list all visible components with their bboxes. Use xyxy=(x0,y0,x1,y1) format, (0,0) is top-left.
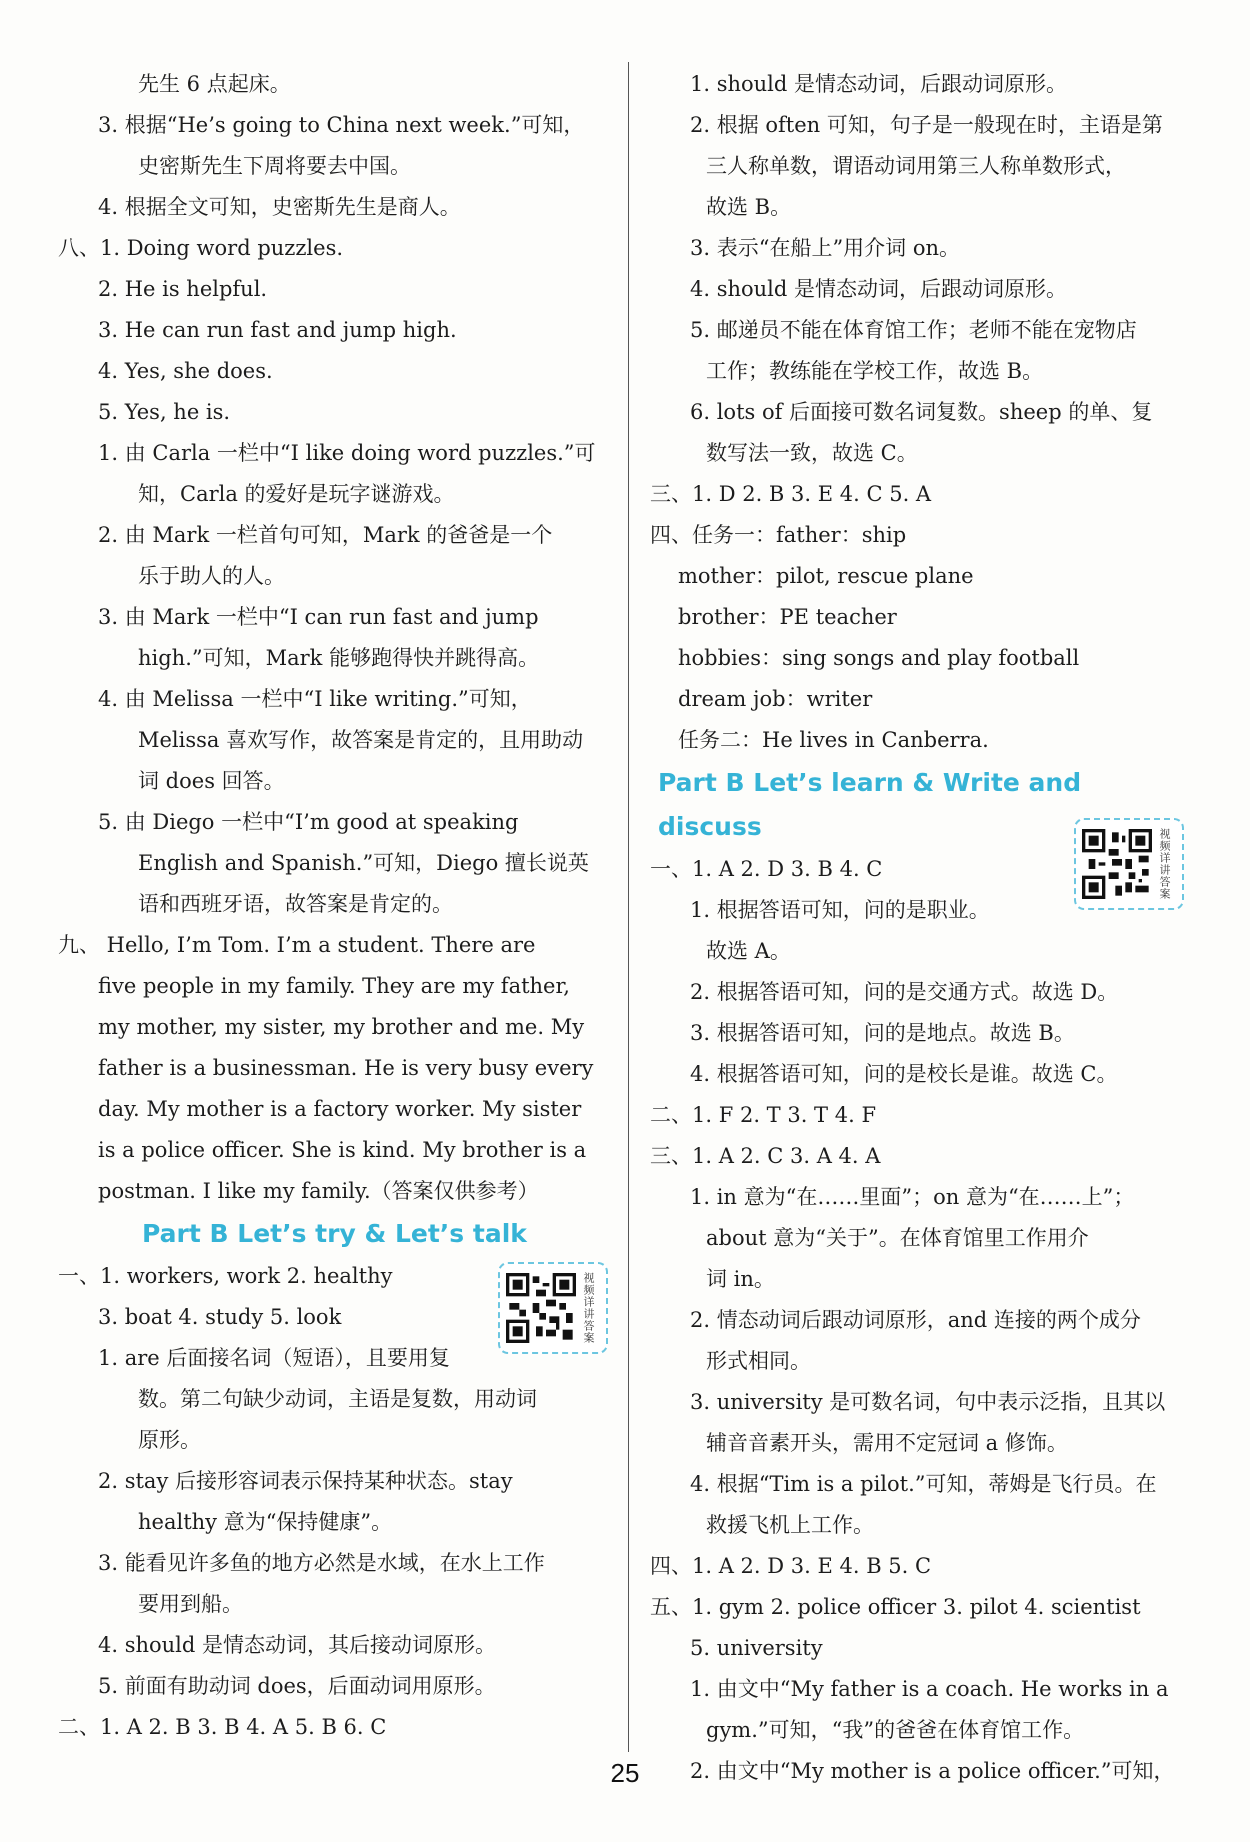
text-line: 5. 前面有助动词 does，后面动词用原形。 xyxy=(98,1674,496,1698)
text-line: 故选 B。 xyxy=(706,195,792,219)
text-line: 1. are 后面接名词（短语），且要用复 xyxy=(98,1346,450,1370)
text-line: 故选 A。 xyxy=(706,939,791,963)
text-line: 4. 根据“Tim is a pilot.”可知，蒂姆是飞行员。在 xyxy=(690,1472,1157,1496)
text-line: 一、1. workers, work 2. healthy xyxy=(58,1264,393,1288)
text-line: my mother, my sister, my brother and me. My xyxy=(98,1015,585,1039)
left-column xyxy=(58,64,610,1748)
text-line: 3. 根据答语可知，问的是地点。故选 B。 xyxy=(690,1021,1075,1045)
text-line: dream job：writer xyxy=(678,687,873,711)
text-line: about 意为“关于”。在体育馆里工作用介 xyxy=(706,1226,1089,1250)
text-line: 工作；教练能在学校工作，故选 B。 xyxy=(706,359,1044,383)
text-line: 5. university xyxy=(690,1636,823,1660)
text-line: 任务二：He lives in Canberra. xyxy=(678,728,989,752)
text-line: 词 does 回答。 xyxy=(138,769,285,793)
page-number: 25 xyxy=(610,1758,640,1788)
qr-code-badge[interactable] xyxy=(498,1262,608,1354)
text-line: 1. 由文中“My father is a coach. He works in a xyxy=(690,1677,1169,1701)
text-line: postman. I like my family.（答案仅供参考） xyxy=(98,1179,539,1203)
text-line: is a police officer. She is kind. My brother is a xyxy=(98,1138,587,1162)
right-column xyxy=(650,64,1190,1792)
text-line: gym.”可知，“我”的爸爸在体育馆工作。 xyxy=(706,1718,1085,1742)
text-line: 4. should 是情态动词，后跟动词原形。 xyxy=(690,277,1068,301)
text-line: 3. 由 Mark 一栏中“I can run fast and jump xyxy=(98,605,539,629)
text-line: 四、任务一：father：ship xyxy=(650,523,907,547)
text-line: 三人称单数，谓语动词用第三人称单数形式， xyxy=(706,154,1126,178)
text-line: father is a businessman. He is very busy every xyxy=(98,1056,594,1080)
text-line: 4. should 是情态动词，其后接动词原形。 xyxy=(98,1633,497,1657)
text-line: 四、1. A 2. D 3. E 4. B 5. C xyxy=(650,1554,932,1578)
text-line: 3. university 是可数名词，句中表示泛指，且其以 xyxy=(690,1390,1166,1414)
text-line: 数写法一致，故选 C。 xyxy=(706,441,918,465)
text-line: 1. in 意为“在……里面”；on 意为“在……上”； xyxy=(690,1185,1135,1209)
text-line: 史密斯先生下周将要去中国。 xyxy=(138,154,411,178)
text-line: 一、1. A 2. D 3. B 4. C xyxy=(650,857,883,881)
text-line: 辅音音素开头，需用不定冠词 a 修饰。 xyxy=(706,1431,1068,1455)
text-line: 6. lots of 后面接可数名词复数。sheep 的单、复 xyxy=(690,400,1153,424)
text-line: 4. 由 Melissa 一栏中“I like writing.”可知， xyxy=(98,687,532,711)
text-line: 数。第二句缺少动词，主语是复数，用动词 xyxy=(138,1387,537,1411)
text-line: 1. should 是情态动词，后跟动词原形。 xyxy=(690,72,1068,96)
text-line: 八、1. Doing word puzzles. xyxy=(58,236,344,260)
text-line: 知，Carla 的爱好是玩字谜游戏。 xyxy=(138,482,455,506)
text-line: 5. 邮递员不能在体育馆工作；老师不能在宠物店 xyxy=(690,318,1137,342)
text-line: 语和西班牙语，故答案是肯定的。 xyxy=(138,892,453,916)
text-line: 4. 根据全文可知，史密斯先生是商人。 xyxy=(98,195,461,219)
text-line: 词 in。 xyxy=(706,1267,775,1291)
qr-code-icon xyxy=(1082,829,1152,899)
text-line: 3. 能看见许多鱼的地方必然是水域，在水上工作 xyxy=(98,1551,545,1575)
text-line: 1. 根据答语可知，问的是职业。 xyxy=(690,898,990,922)
column-divider xyxy=(628,62,629,1752)
text-line: 九、 Hello, I’m Tom. I’m a student. There are xyxy=(58,933,536,957)
text-line: 乐于助人的人。 xyxy=(138,564,285,588)
qr-caption: 视频详讲答案 xyxy=(582,1272,595,1344)
text-line: Melissa 喜欢写作，故答案是肯定的，且用助动 xyxy=(138,728,584,752)
text-line: 救援飞机上工作。 xyxy=(706,1513,874,1537)
text-line: 3. 根据“He’s going to China next week.”可知， xyxy=(98,113,585,137)
text-line: 3. 表示“在船上”用介词 on。 xyxy=(690,236,961,260)
text-line: high.”可知，Mark 能够跑得快并跳得高。 xyxy=(138,646,540,670)
section-heading: Part B Let’s learn & Write and discuss xyxy=(658,768,1082,841)
text-line: 三、1. D 2. B 3. E 4. C 5. A xyxy=(650,482,932,506)
text-line: 3. boat 4. study 5. look xyxy=(98,1305,342,1329)
text-line: 二、1. A 2. B 3. B 4. A 5. B 6. C xyxy=(58,1715,387,1739)
text-line: brother：PE teacher xyxy=(678,605,897,629)
text-line: 2. 根据答语可知，问的是交通方式。故选 D。 xyxy=(690,980,1119,1004)
qr-caption: 视频详讲答案 xyxy=(1158,828,1171,900)
text-line: 原形。 xyxy=(138,1428,201,1452)
text-line: 2. stay 后接形容词表示保持某种状态。stay xyxy=(98,1469,513,1493)
text-line: 2. He is helpful. xyxy=(98,277,268,301)
text-line: 2. 由 Mark 一栏首句可知，Mark 的爸爸是一个 xyxy=(98,523,553,547)
text-line: 五、1. gym 2. police officer 3. pilot 4. scientist xyxy=(650,1595,1141,1619)
section-heading: Part B Let’s try & Let’s talk xyxy=(142,1219,527,1248)
text-line: 4. 根据答语可知，问的是校长是谁。故选 C。 xyxy=(690,1062,1118,1086)
qr-code-badge[interactable] xyxy=(1074,818,1184,910)
text-line: 2. 情态动词后跟动词原形，and 连接的两个成分 xyxy=(690,1308,1141,1332)
text-line: mother：pilot, rescue plane xyxy=(678,564,974,588)
text-line: English and Spanish.”可知，Diego 擅长说英 xyxy=(138,851,589,875)
text-line: 先生 6 点起床。 xyxy=(138,72,291,96)
text-line: 要用到船。 xyxy=(138,1592,243,1616)
text-line: 二、1. F 2. T 3. T 4. F xyxy=(650,1103,877,1127)
qr-code-icon xyxy=(506,1273,576,1343)
text-line: 2. 由文中“My mother is a police officer.”可知， xyxy=(690,1759,1175,1783)
text-line: 2. 根据 often 可知，句子是一般现在时，主语是第 xyxy=(690,113,1163,137)
text-line: day. My mother is a factory worker. My sister xyxy=(98,1097,582,1121)
text-line: healthy 意为“保持健康”。 xyxy=(138,1510,393,1534)
text-line: 形式相同。 xyxy=(706,1349,811,1373)
text-line: five people in my family. They are my father, xyxy=(98,974,570,998)
text-line: 5. Yes, he is. xyxy=(98,400,231,424)
text-line: 3. He can run fast and jump high. xyxy=(98,318,457,342)
text-line: hobbies：sing songs and play football xyxy=(678,646,1080,670)
text-line: 5. 由 Diego 一栏中“I’m good at speaking xyxy=(98,810,519,834)
text-line: 1. 由 Carla 一栏中“I like doing word puzzles.”可 xyxy=(98,441,596,465)
text-line: 4. Yes, she does. xyxy=(98,359,273,383)
text-line: 三、1. A 2. C 3. A 4. A xyxy=(650,1144,881,1168)
